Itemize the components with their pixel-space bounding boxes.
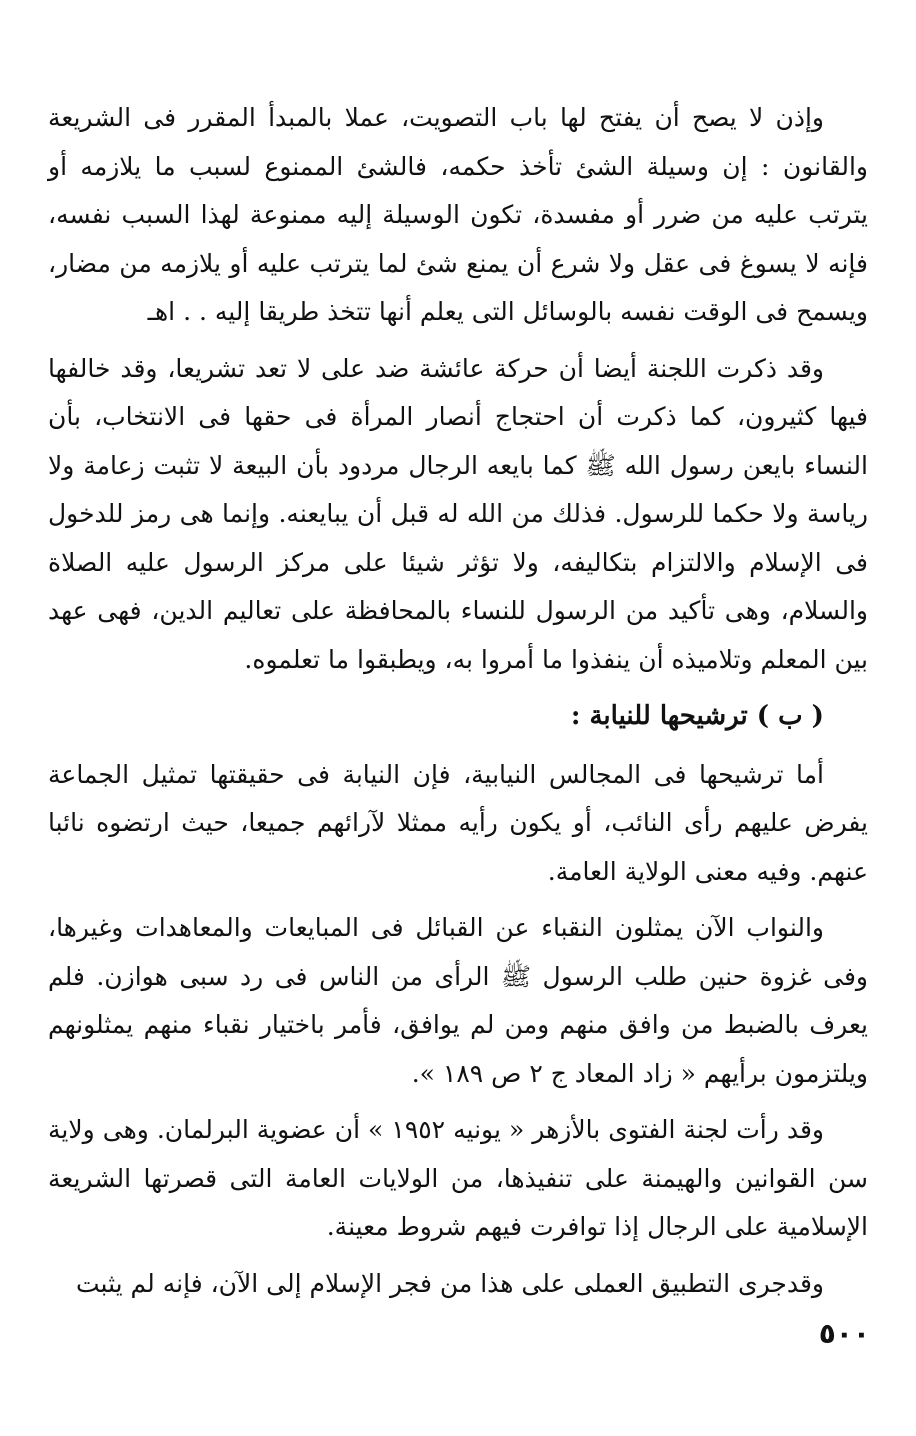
paragraph-fatwa-committee: وقد رأت لجنة الفتوى بالأزهر « يونيه ١٩٥٢ » أن عضوية البرلمان. وهى ولاية سن القوانين والهيمنة على تنفيذها، من الولايات العامة التى قصرتها الشريعة الإسلامية على الرجال إذا توافرت فيهم شروط معينة. bbox=[48, 1115, 868, 1241]
paragraph-deputies-hunayn: والنواب الآن يمثلون النقباء عن القبائل فى المبايعات والمعاهدات وغيرها، وفى غزوة حنين طلب الرسول ﷺ الرأى من الناس فى رد سبى هوازن. فلم يعرف بالضبط من وافق منهم ومن لم يوافق، فأمر باختيار نقباء منهم يمثلونهم ويلتزمون برأيهم « زاد المعاد ج ٢ ص ١٨٩ ». bbox=[48, 913, 868, 1088]
paragraph-committee-aisha: وقد ذكرت اللجنة أيضا أن حركة عائشة ضد على لا تعد تشريعا، وقد خالفها فيها كثيرون، كما ذكرت أن احتجاج أنصار المرأة فى حقها فى الانتخاب، بأن النساء بايعن رسول الله ﷺ كما بايعه الرجال مردود بأن البيعة لا تثبت زعامة ولا رياسة ولا حكما للرسول. فذلك من الله له قبل أن يبايعنه. وإنما هى رمز للدخول فى الإسلام والالتزام بتكاليفه، ولا تؤثر شيئا على مركز الرسول عليه الصلاة والسلام، وهى تأكيد من الرسول للنساء بالمحافظة على تعاليم الدين، فهى عهد بين المعلم وتلاميذه أن ينفذوا ما أمروا به، ويطبقوا ما تعلموه. bbox=[48, 353, 868, 674]
page-number: ٥٠٠ bbox=[818, 1317, 870, 1350]
section-heading-nomination: ( ب ) ترشيحها للنيابة : bbox=[570, 701, 824, 731]
paragraph-parliament-representation: أما ترشيحها فى المجالس النيابية، فإن النيابة فى حقيقتها تمثيل الجماعة يفرض عليهم رأى النائب، أو يكون رأيه ممثلا لآرائهم جميعا، حيث ارتضوه نائبا عنهم. وفيه معنى الولاية العامة. bbox=[48, 759, 868, 886]
body-text bbox=[48, 94, 868, 1316]
paragraph-voting-means: وإذن لا يصح أن يفتح لها باب التصويت، عملا بالمبدأ المقرر فى الشريعة والقانون : إن وسيلة الشئ تأخذ حكمه، فالشئ الممنوع لسبب ما يلازمه أو يترتب عليه من ضرر أو مفسدة، تكون الوسيلة إليه ممنوعة لهذا السبب نفسه، فإنه لا يسوغ فى عقل ولا شرع أن يمنع شئ لما يترتب عليه أو يلازمه من مضار، ويسمح فى الوقت نفسه بالوسائل التى يعلم أنها تتخذ طريقا إليه . . اهـ bbox=[48, 103, 868, 326]
paragraph-practical-application: وقدجرى التطبيق العملى على هذا من فجر الإسلام إلى الآن، فإنه لم يثبت bbox=[75, 1268, 824, 1298]
